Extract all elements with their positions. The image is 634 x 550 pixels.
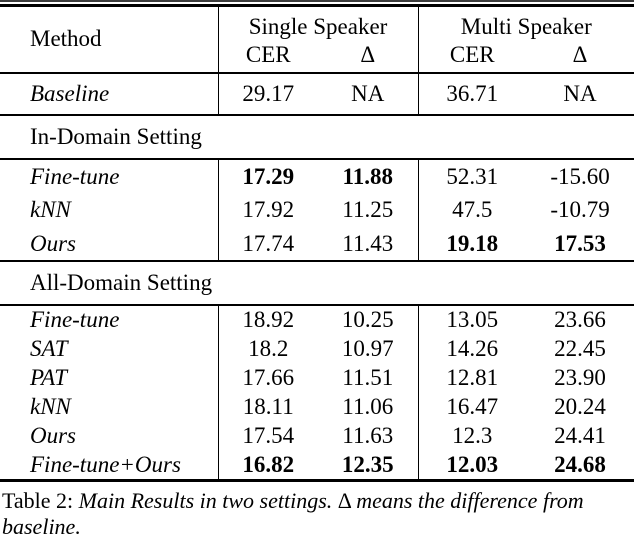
section-all-domain — [0, 261, 634, 479]
section-in-domain — [0, 115, 634, 261]
row-baseline — [0, 73, 634, 115]
subheader-cer-single: CER — [218, 41, 318, 73]
table-row — [0, 334, 634, 363]
cell-single-cer: 17.92 — [218, 193, 318, 227]
cell-multi-delta: 17.53 — [554, 230, 606, 256]
cell-single-delta: 11.43 — [342, 230, 394, 256]
cell-single-delta: 11.63 — [342, 422, 394, 448]
cell-method: kNN — [30, 393, 71, 419]
header-group-row — [0, 7, 634, 41]
table-row — [0, 421, 634, 450]
cell-method: Fine-tune — [30, 163, 120, 189]
cell-single-delta: 10.97 — [341, 335, 394, 361]
cell-method: SAT — [30, 335, 68, 361]
cell-multi-cer: 12.81 — [418, 363, 526, 392]
section-title-text: All-Domain Setting — [30, 270, 213, 295]
cell-multi-delta: 24.68 — [554, 451, 606, 477]
cell-multi-delta: NA — [563, 81, 597, 106]
main-results-table — [0, 7, 634, 479]
cell-method: Ours — [30, 230, 77, 256]
cell-multi-cer: 14.26 — [418, 334, 526, 363]
table-row — [0, 363, 634, 392]
section-title-text: In-Domain Setting — [30, 124, 202, 149]
cell-multi-delta: -10.79 — [550, 197, 610, 222]
header-group-single-speaker: Single Speaker — [218, 7, 418, 41]
table-row — [0, 159, 634, 193]
cell-single-cer: 18.2 — [218, 334, 318, 363]
table-header — [0, 7, 634, 73]
subheader-delta-single: Δ — [360, 42, 376, 67]
cell-single-delta: NA — [351, 81, 385, 106]
cell-single-cer: 17.29 — [218, 159, 318, 193]
table-row — [0, 227, 634, 261]
cell-multi-cer: 36.71 — [418, 73, 526, 115]
cell-multi-delta: 22.45 — [554, 335, 606, 361]
section-header-all-domain — [0, 261, 634, 305]
table-row — [0, 305, 634, 334]
cell-multi-cer: 12.3 — [418, 421, 526, 450]
cell-single-cer: 17.54 — [218, 421, 318, 450]
caption-delta-symbol: Δ — [337, 488, 351, 513]
caption-label: Table 2: — [2, 488, 74, 513]
cell-method: kNN — [30, 197, 71, 222]
cell-single-cer: 17.74 — [218, 227, 318, 261]
subheader-cer-multi: CER — [418, 41, 526, 73]
cell-method: Ours — [30, 422, 77, 448]
table-row — [0, 392, 634, 421]
table-row — [0, 450, 634, 479]
cell-multi-cer: 47.5 — [418, 193, 526, 227]
cell-single-delta: 11.51 — [342, 364, 394, 390]
header-group-multi-speaker: Multi Speaker — [418, 7, 634, 41]
header-method: Method — [30, 26, 102, 51]
cell-multi-delta: 23.66 — [554, 307, 606, 332]
cell-single-delta: 11.06 — [342, 393, 394, 419]
cell-single-cer: 18.11 — [218, 392, 318, 421]
caption-part1: Main Results in two settings. — [78, 488, 333, 513]
cell-multi-delta: 23.90 — [554, 364, 606, 390]
table-row — [0, 193, 634, 227]
cell-single-delta: 10.25 — [341, 307, 394, 332]
cell-single-delta: 11.88 — [342, 163, 393, 189]
cell-single-cer: 16.82 — [218, 450, 318, 479]
cell-multi-delta: -15.60 — [550, 163, 610, 189]
cell-single-cer: 17.66 — [218, 363, 318, 392]
table-caption — [0, 488, 634, 540]
cell-single-delta: 11.25 — [342, 197, 394, 222]
section-header-in-domain — [0, 115, 634, 159]
cell-method: Fine-tune — [30, 307, 120, 332]
cell-multi-delta: 24.41 — [554, 422, 606, 448]
cell-method: PAT — [30, 364, 68, 390]
cell-multi-delta: 20.24 — [554, 393, 606, 419]
cell-multi-cer: 52.31 — [418, 159, 526, 193]
cell-single-cer: 18.92 — [218, 305, 318, 334]
cell-multi-cer: 13.05 — [418, 305, 526, 334]
cell-multi-cer: 12.03 — [418, 450, 526, 479]
cell-single-cer: 29.17 — [218, 73, 318, 115]
subheader-delta-multi: Δ — [572, 42, 588, 67]
cell-method: Baseline — [30, 81, 110, 106]
cell-method: Fine-tune+Ours — [30, 451, 181, 477]
caption-part2: means the difference from baseline. — [2, 488, 584, 539]
cell-multi-cer: 16.47 — [418, 392, 526, 421]
cell-single-delta: 12.35 — [341, 451, 394, 477]
baseline-section — [0, 73, 634, 115]
table-bottom-rule — [0, 479, 634, 482]
cell-multi-cer: 19.18 — [418, 227, 526, 261]
